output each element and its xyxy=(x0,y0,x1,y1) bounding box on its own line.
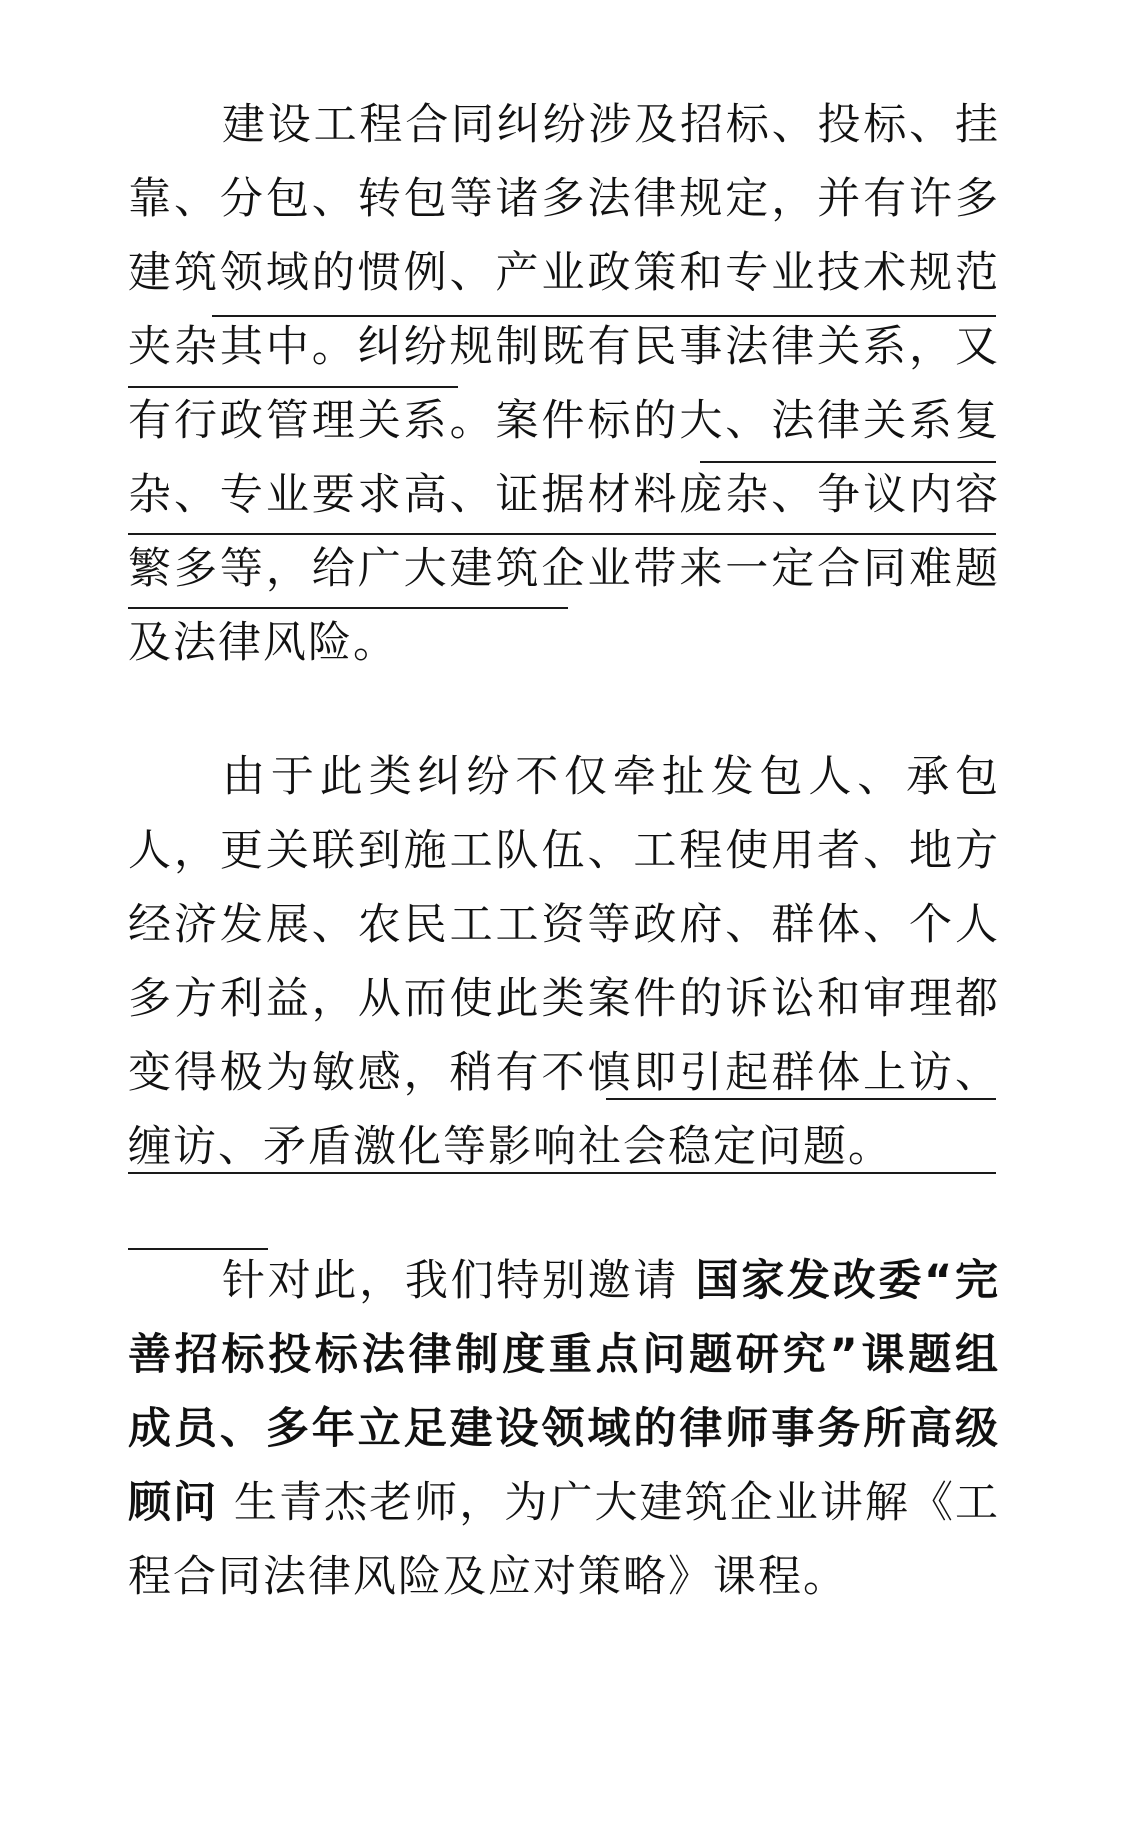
underline-rule xyxy=(128,1172,996,1174)
invitation-closing: 生青杰老师，为广大建筑企业讲解《工程合同法律风险及应对策略》课程。 xyxy=(128,1478,1001,1602)
underline-rule xyxy=(128,533,996,535)
underline-rule xyxy=(212,315,996,317)
underline-rule xyxy=(606,1098,996,1100)
paragraph-social-impact: 由于此类纠纷不仅牵扯发包人、承包人，更关联到施工队伍、工程使用者、地方经济发展、农民工工资等政府、群体、个人多方利益，从而使此类案件的诉讼和审理都变得极为敏感，稍有不慎即引起群体上访、缠访、矛盾激化等影响社会稳定问题。 xyxy=(128,752,1000,1172)
paragraph-construction-disputes: 建设工程合同纠纷涉及招标、投标、挂靠、分包、转包等诸多法律规定，并有许多建筑领域的惯例、产业政策和专业技术规范夹杂其中。纠纷规制既有民事法律关系，又有行政管理关系。案件标的大、法律关系复杂、专业要求高、证据材料庞杂、争议内容繁多等，给广大建筑企业带来一定合同难题及法律风险。 xyxy=(128,100,1000,668)
speaker-credentials: 国家发改委“完善招标投标法律制度重点问题研究”课题组成员、多年立足建设领域的律师事务所高级顾问 xyxy=(128,1256,1001,1528)
underline-rule xyxy=(128,607,568,609)
underline-rule xyxy=(128,386,458,388)
invitation-intro: 针对此，我们特别邀请 xyxy=(222,1256,680,1306)
underline-rule xyxy=(700,461,996,463)
underline-rule xyxy=(128,1248,268,1250)
paragraph-course-invitation xyxy=(128,1244,1000,1614)
